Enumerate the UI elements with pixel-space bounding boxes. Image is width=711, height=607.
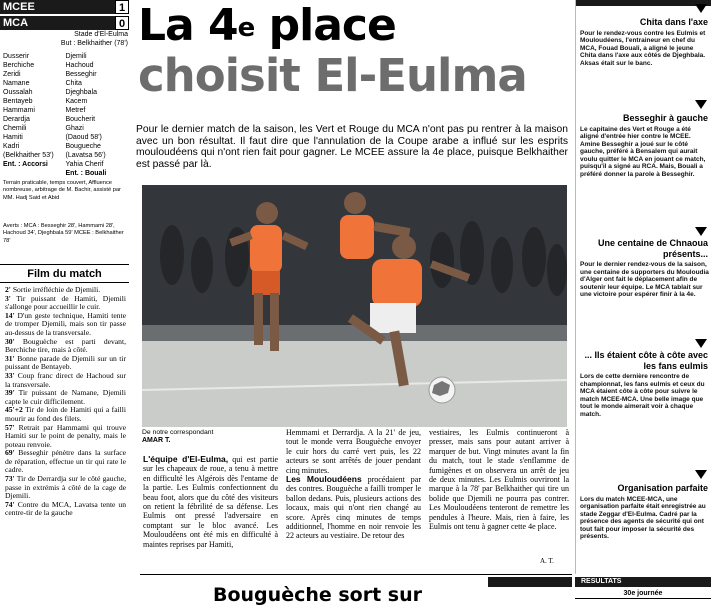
film-minute: 14' (5, 310, 15, 320)
brief-title: Besseghir à gauche (622, 113, 708, 123)
col1-lead: L'équipe d'El-Eulma, (143, 454, 229, 464)
signature: A. T. (540, 557, 554, 565)
film-text: Contre du MCA, Lavatsa tente un centre-tir de la gauche (5, 499, 126, 518)
player-name: Boucherit (65, 116, 96, 123)
film-entry (5, 449, 126, 475)
film-text: Tir puissant de Namane, Djemili capte le cuir difficilement. (5, 388, 127, 406)
divider (140, 574, 572, 575)
film-entry (5, 389, 126, 406)
brief-text: Pour le dernier rendez-vous de la saison, une centaine de supporters du Mouloudia d'Alger ont fait le déplacement afin de soutenir leur équipe. Le MCA tablait sur une victoire pour espérer finir à la 4e. (580, 261, 709, 299)
away-team-goals: 0 (115, 16, 129, 30)
player-name: Zeridi (3, 71, 21, 78)
sidebar-strip (576, 0, 711, 6)
sidebar-briefs (575, 0, 711, 574)
player-name: Kadri (3, 143, 20, 150)
film-entry (5, 338, 126, 355)
film-entry (5, 295, 126, 312)
film-text: Bonne parade de Djemili sur un tir puissant de Bentayeb. (5, 353, 126, 372)
photo-illustration (142, 185, 567, 427)
player-name: Hachoud (65, 62, 94, 69)
player-name: Dusserir (3, 53, 30, 60)
brief-title: Chita dans l'axe (639, 17, 708, 27)
match-notes: Terrain praticable, temps couvert, Affluence nombreuse, arbitrage de M. Bachir, assisté par MM. Hadj Said et Abid (3, 180, 121, 201)
col1-text: qui est partie sur les chapeaux de roue, a tenu à mettre en difficulté les Algérois dès l'entame de la partie. Les Eulmis confectionnent du beau foot, alors que du côté des visiteurs on retient la fébrilité de sa défense. Les Eulmis ont pressé l'adversaire en comptant sur le bloc avancé. Les Mouloudéens ont été mis en difficulté à maintes reprises par Hamiti, (143, 455, 278, 549)
triangle-icon (695, 100, 707, 109)
film-text: Sortie irréfléchie de Djemili. (12, 285, 101, 294)
film-minute: 73' (5, 474, 15, 484)
player-name: Hammami (3, 107, 35, 114)
player-name: Hamiti (3, 134, 23, 141)
film-minute: 3' (5, 293, 11, 303)
article-column-3 (429, 428, 569, 531)
triangle-icon (695, 470, 707, 479)
away-team-name: MCA (0, 16, 115, 30)
film-entry (5, 501, 126, 518)
player-name: Djeghbala (65, 89, 98, 96)
headline-sup: e (237, 13, 255, 43)
film-entry (5, 424, 126, 450)
headline (134, 0, 574, 100)
brief-5 (580, 483, 710, 541)
col2-text2: procédaient par des contres. Bouguèche a failli tromper le ballon dedans. Puis, plusieurs actions des locaux, mais qui n'ont rien changé au score. Après cinq minutes de temps additionnel, l'homme en noir renvoie les 22 acteurs au vestiaire. De retour des (286, 475, 421, 541)
player-name: (Daoud 58') (65, 134, 102, 141)
film-text: Tir puissant de Hamiti, Djemili s'allonge pour accueillir le cuir. (5, 293, 126, 312)
next-headline: Bouguèche sort sur (213, 584, 422, 606)
film-minute: 45'+2 (5, 405, 23, 415)
player-name: Yahia Cherif (65, 161, 104, 168)
film-text: Coup franc direct de Hachoud sur la transversale. (5, 370, 126, 389)
brief-4 (580, 350, 710, 419)
article-column-2 (286, 428, 421, 541)
film-entry (5, 372, 126, 389)
film-minute: 31' (5, 353, 15, 363)
match-photo (142, 185, 567, 427)
player-name: Oussalah (3, 89, 33, 96)
warnings: Averts : MCA : Besseghir 28', Hammami 28', Hachoud 34', Djeghbala 59' MCEE : Belkhaither 78' (3, 223, 124, 244)
film-entry (5, 355, 126, 372)
results-label: RESULTATS (575, 577, 711, 587)
film-minute: 57' (5, 422, 15, 432)
brief-title: ... Ils étaient côte à côte avec les fans eulmis (584, 350, 708, 371)
player-name: (Belkhaither 53') (3, 152, 54, 159)
triangle-icon (695, 339, 707, 348)
headline-line2: choisit El-Eulma (138, 49, 527, 102)
film-minute: 69' (5, 448, 15, 458)
score-home (0, 0, 129, 14)
triangle-icon (695, 227, 707, 236)
lineups (3, 52, 128, 178)
brief-1 (580, 17, 710, 67)
film-text: Retrait par Hammami qui trouve Hamiti sur le point de penalty, mais le poteau renvoie. (5, 422, 126, 449)
lead-paragraph: Pour le dernier match de la saison, les Vert et Rouge du MCA n'ont pas pu rentrer à la maison avec un bon résultat. Il faut dire que l'annulation de la Coupe arabe a influé sur les esprits mouloudéens qui n'ont rien fait pour gagner. Le MCEE assure la 4e place, puisque Belkhaither est passé par là. (136, 124, 568, 170)
stadium-name: Stade d'El-Eulma (74, 31, 128, 38)
player-name: Berchiche (3, 62, 35, 69)
photo-caption: De notre correspondant (142, 429, 214, 436)
brief-2 (580, 113, 710, 179)
player-name: Chita (65, 80, 82, 87)
headline-part: place (254, 0, 396, 51)
film-minute: 74' (5, 499, 15, 509)
results-round: 30e journée (575, 589, 711, 599)
brief-text: Lors de cette dernière rencontre de championnat, les fans eulmis et ceux du MCA étaient côte à côte pour suivre le match MCEE-MCA. Une belle image que tout le monde aimerait voir à chaque match. (580, 373, 705, 418)
goal-scorer: But : Belkhaither (78') (60, 40, 128, 47)
headline-part: La 4 (138, 0, 238, 51)
author: AMAR T. (142, 437, 171, 444)
film-minute: 33' (5, 370, 15, 380)
brief-3 (580, 238, 710, 299)
headline-line1 (134, 0, 574, 52)
film-text: Tir de loin de Hamiti qui a failli mourir au fond des filets. (5, 405, 127, 423)
home-team-goals: 1 (115, 0, 129, 14)
col2-text1: Hemmami et Derrardja. A la 21' de jeu, tout le monde verra Bouguèche envoyer le cuir hors du carré vert puis, les 22 acteurs se sont arrêtés de jouer pendant cinq minutes. (286, 428, 421, 475)
film-entries (0, 283, 129, 518)
triangle-icon (695, 4, 707, 13)
lineup-home (3, 52, 66, 178)
film-text: Bouguèche est parti devant, Berchiche tire, mais à côté. (5, 336, 126, 355)
brief-text: Le capitaine des Vert et Rouge a été aligné d'entrée hier contre le MCEE. Amine Besseghir a joué sur le côté gauche, préféré à Bensalem qui aurait voulu quitter le MCA en jouant ce match, puisqu'il a signé au RCA. Mais, Bouali a préféré donner la parole à Besseghir. (580, 125, 706, 179)
film-du-match (0, 264, 129, 607)
player-name: Ent. : Bouali (65, 170, 107, 177)
article-column-1 (143, 455, 278, 549)
brief-text: Lors du match MCEE-MCA, une organisation parfaite était enregistrée au stade Zeggar d'El-Eulma. Cadré par la présence des agents de sécurité qui ont tout fait pour imposer la sécurité des présents. (580, 495, 706, 541)
lineup-away (66, 52, 129, 178)
film-entry (5, 475, 126, 501)
score-away (0, 16, 129, 30)
film-entry (5, 312, 126, 338)
player-name: Ent. : Accorsi (3, 161, 48, 168)
player-name: Ghazi (65, 125, 84, 132)
col2-lead: Les Mouloudéens (286, 474, 362, 485)
film-title: Film du match (0, 265, 129, 283)
home-team-name: MCEE (0, 0, 115, 14)
player-name: (Lavatsa 56') (65, 152, 106, 159)
film-minute: 2' (5, 285, 11, 294)
player-name: Chemili (3, 125, 27, 132)
stadium-info (38, 30, 128, 48)
brief-title: Une centaine de Chnaoua présents... (597, 238, 708, 259)
player-name: Kacem (65, 98, 88, 105)
film-minute: 39' (5, 388, 15, 398)
player-name: Metref (65, 107, 86, 114)
film-text: D'un geste technique, Hamiti tente de tromper Djemili, mais son tir passe au-dessus de la transversale. (5, 310, 126, 337)
player-name: Bentayeb (3, 98, 33, 105)
player-name: Bougueche (65, 143, 101, 150)
player-name: Namane (3, 80, 30, 87)
col3-text: vestiaires, les Eulmis continueront à presser, mais sans pour autant arriver à marquer de but. Vingt minutes avant la fin du match, tout le stade s'enflamme de fumigènes et on observera un arrêt de jeu de deux minutes. Les Eulmis ouvriront la marque à la 78' par Belkhaither qui tire un bolide que Djemili ne pourra pas contrer. Les Mouloudéens tenteront de remettre les pendules à l'heure. Mais, rien à faire, les Eulmis ont tenu à gagner cette 4e place. (429, 428, 569, 532)
black-strip (488, 577, 572, 587)
player-name: Djemili (65, 53, 87, 60)
brief-text: Pour le rendez-vous contre les Eulmis et Mouloudéens, l'entraineur en chef du MCA, Fouad Bouali, a aligné le jeune Chita dans l'axe aux côtés de Djeghbala. Aksas était sur le banc. (580, 29, 706, 67)
match-sheet (0, 0, 129, 607)
brief-title: Organisation parfaite (617, 483, 708, 493)
film-minute: 30' (5, 336, 15, 346)
player-name: Besseghir (65, 71, 97, 78)
film-text: Tir de Derrardja sur le côté gauche, passe in extrémis à côté de la cage de Djemili. (5, 474, 127, 501)
player-name: Derardja (3, 116, 30, 123)
film-text: Besseghir pénètre dans la surface de réparation, effectue un tir qui rate le cadre. (5, 448, 126, 475)
film-entry (5, 406, 126, 423)
